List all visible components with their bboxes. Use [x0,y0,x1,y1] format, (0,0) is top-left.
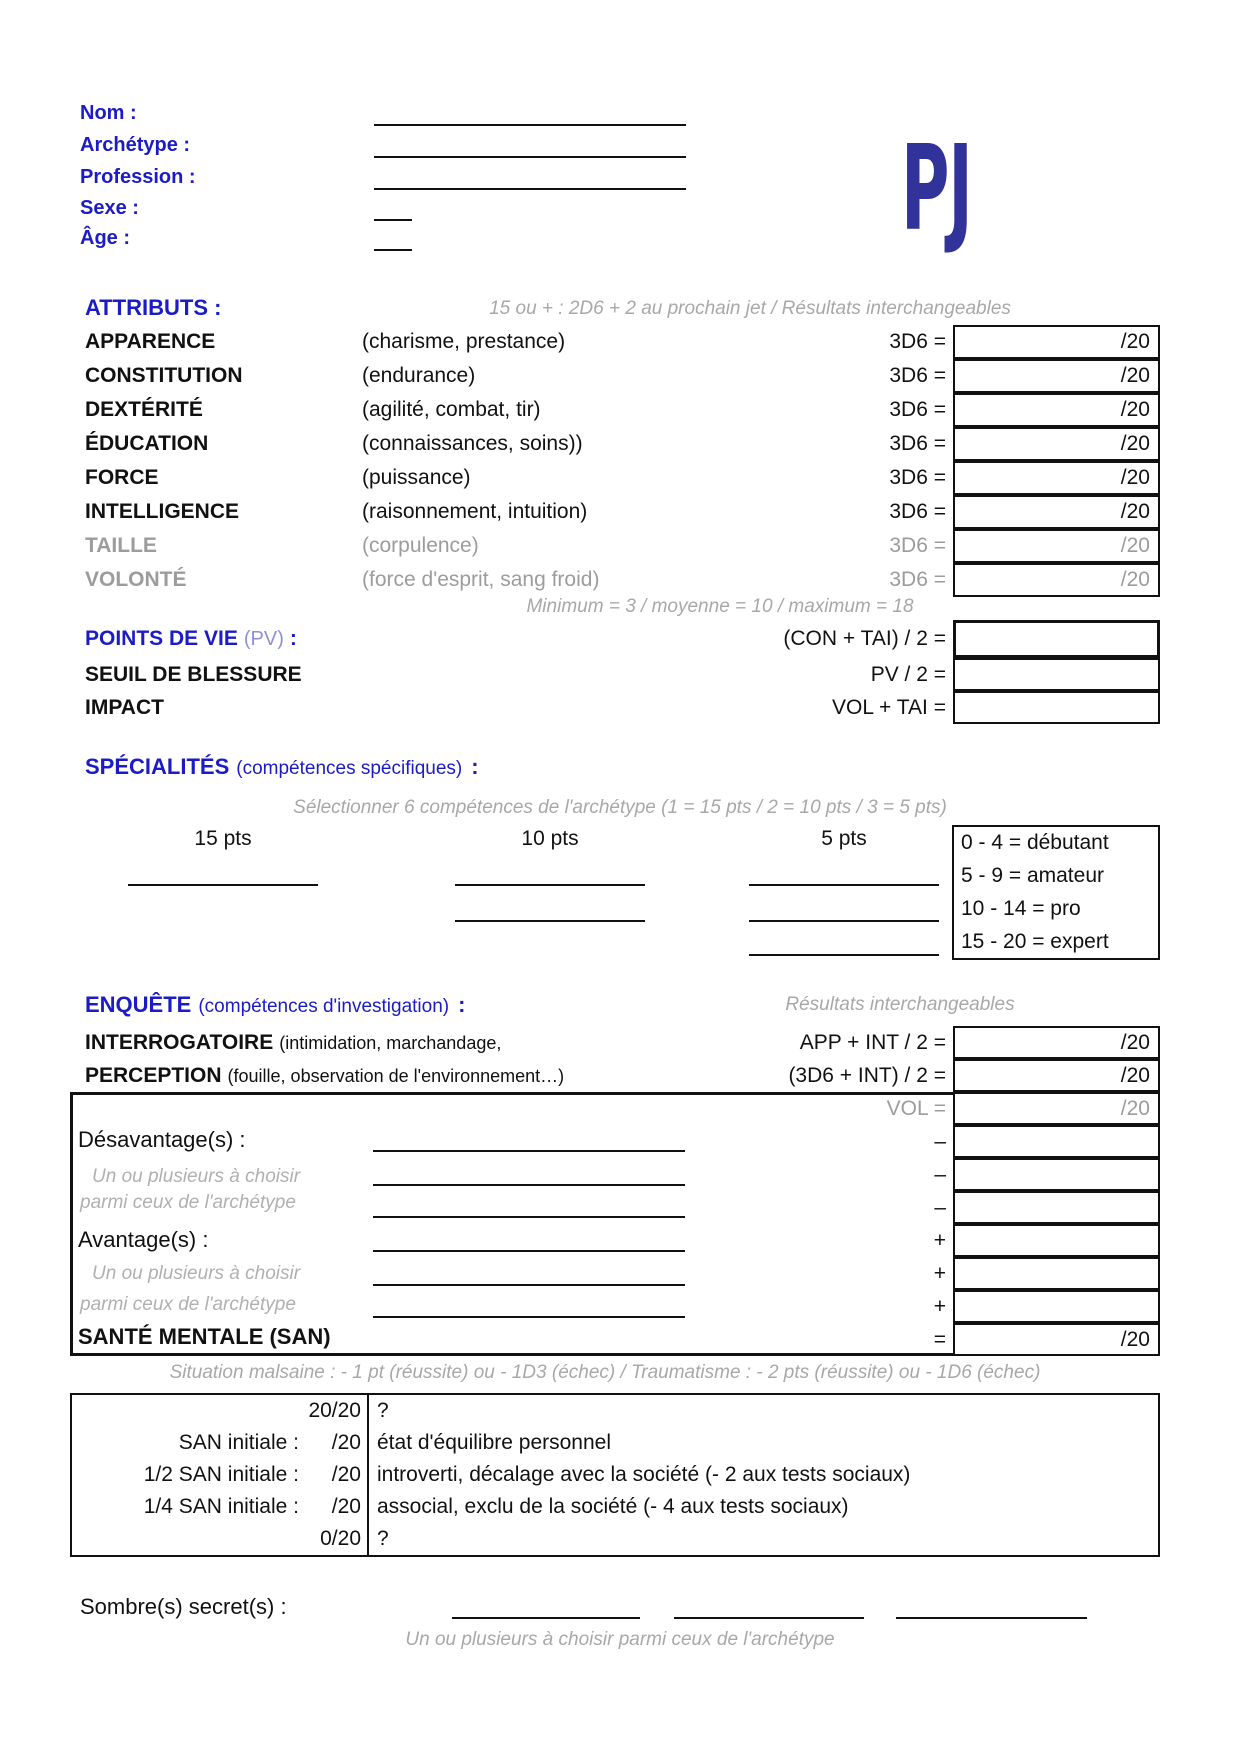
specialties-heading [85,754,479,780]
specialty-line[interactable] [749,954,939,956]
score-denominator: /20 [1120,466,1150,489]
plus-sign: + [933,1261,946,1285]
sante-mentale-label: SANTÉ MENTALE (SAN) [78,1324,331,1349]
score-denominator: /20 [1120,534,1150,557]
desavantage-line[interactable] [373,1184,685,1186]
desavantages-hint-1: Un ou plusieurs à choisir [92,1166,301,1187]
score-denominator: /20 [1120,1030,1150,1054]
impact-formula: VOL + TAI = [831,695,946,719]
san-table-row [72,1491,1158,1523]
modifier-box[interactable] [953,1125,1160,1158]
attribute-score-box[interactable] [953,325,1160,359]
attribute-formula: 3D6 = [889,500,946,523]
pv-label [85,627,723,651]
impact-row [85,691,1160,724]
legend-row: 0 - 4 = débutant [961,831,1109,855]
desavantages-label: Désavantage(s) : [78,1127,246,1152]
investigation-heading-colon: : [458,992,466,1017]
specialty-line[interactable] [128,884,318,886]
score-denominator: /20 [1120,330,1150,353]
sombre-secrets-label: Sombre(s) secret(s) : [80,1594,287,1619]
interrogatoire-score-box[interactable] [953,1026,1160,1059]
secret-line[interactable] [896,1617,1087,1619]
specialty-line[interactable] [749,920,939,922]
age-label: Âge : [80,227,130,249]
pv-formula: (CON + TAI) / 2 = [783,627,946,650]
attribute-formula: 3D6 = [889,398,946,421]
secrets-note: Un ou plusieurs à choisir parmi ceux de l'archétype [405,1629,835,1650]
attribute-name: VOLONTÉ [85,568,187,591]
specialty-line[interactable] [455,884,645,886]
attribute-row [85,461,1160,495]
san-threshold-cell [72,1427,369,1459]
vol-formula: VOL = [886,1096,946,1120]
secret-line[interactable] [674,1617,864,1619]
attribute-desc: (charisme, prestance) [362,330,566,353]
attributes-note: 15 ou + : 2D6 + 2 au prochain jet / Résultats interchangeables [489,298,1011,319]
score-denominator: /20 [1120,432,1150,455]
san-threshold-cell [72,1523,369,1555]
attribute-name: FORCE [85,466,159,489]
interrogatoire-label [85,1031,723,1055]
specialties-heading-paren: (compétences spécifiques) [236,758,463,779]
attribute-name: ÉDUCATION [85,432,209,455]
interrogatoire-row [85,1026,1160,1059]
pv-label-colon: : [289,627,297,650]
secret-line[interactable] [452,1617,640,1619]
interrogatoire-desc: (intimidation, marchandage, [279,1032,502,1053]
investigation-heading-paren: (compétences d'investigation) [198,996,450,1017]
sexe-line[interactable] [374,219,412,221]
profession-line[interactable] [374,188,686,190]
avantages-hint-2: parmi ceux de l'archétype [80,1294,296,1315]
attribute-desc: (agilité, combat, tir) [362,398,541,421]
pv-row [85,620,1160,658]
age-line[interactable] [374,249,412,251]
desavantages-hint-2: parmi ceux de l'archétype [80,1192,296,1213]
attribute-score-box[interactable] [953,495,1160,529]
seuil-box[interactable] [953,658,1160,691]
attribute-formula: 3D6 = [889,466,946,489]
san-state-desc: introverti, décalage avec la société (- 2 aux tests sociaux) [377,1463,911,1486]
nom-label: Nom : [80,102,137,124]
specialty-line[interactable] [749,884,939,886]
pv-label-main: POINTS DE VIE [85,627,238,650]
modifier-box[interactable] [953,1191,1160,1224]
score-denominator: /20 [1120,568,1150,591]
vol-row [85,1092,1160,1125]
san-threshold-label: SAN initiale : [178,1431,299,1454]
equals-sign: = [933,1327,946,1351]
attribute-desc: (puissance) [362,466,471,489]
specialty-line[interactable] [455,920,645,922]
attribute-row [85,529,1160,563]
san-threshold-value[interactable]: 0/20 [320,1527,361,1550]
attribute-score-box[interactable] [953,427,1160,461]
pj-logo: PJ [901,119,972,257]
impact-box[interactable] [953,691,1160,724]
score-denominator: /20 [1120,364,1150,387]
column-header-5pts: 5 pts [821,827,867,850]
plus-sign: + [933,1294,946,1318]
attributes-footnote: Minimum = 3 / moyenne = 10 / maximum = 18 [526,596,914,617]
specialties-note: Sélectionner 6 compétences de l'archétype (1 = 15 pts / 2 = 10 pts / 3 = 5 pts) [293,797,947,818]
attribute-desc: (endurance) [362,364,476,387]
san-threshold-value[interactable]: 20/20 [308,1399,361,1422]
legend-row: 5 - 9 = amateur [961,864,1104,888]
score-denominator: /20 [1120,1327,1150,1351]
modifier-box[interactable] [953,1290,1160,1323]
attribute-name: APPARENCE [85,330,216,353]
perception-score-box[interactable] [953,1059,1160,1092]
perception-formula: (3D6 + INT) / 2 = [788,1063,946,1087]
plus-sign: + [933,1228,946,1252]
pv-box[interactable] [953,620,1160,658]
perception-label [85,1064,723,1088]
attribute-name: TAILLE [85,534,157,557]
specialties-heading-colon: : [471,754,479,779]
avantage-line[interactable] [373,1316,685,1318]
attribute-desc: (force d'esprit, sang froid) [362,568,600,591]
score-denominator: /20 [1120,500,1150,523]
investigation-heading-main: ENQUÊTE [85,992,192,1017]
score-denominator: /20 [1120,1063,1150,1087]
san-threshold-cell [72,1459,369,1491]
avantages-hint-1: Un ou plusieurs à choisir [92,1263,301,1284]
investigation-heading [85,992,465,1018]
minus-sign: – [934,1129,946,1153]
attributes-heading: ATTRIBUTS : [85,295,222,320]
attribute-row [85,325,1160,359]
san-table-row [72,1523,1158,1555]
modifier-row [85,1125,1160,1158]
interrogatoire-name: INTERROGATOIRE [85,1030,274,1054]
column-header-15pts: 15 pts [194,827,252,850]
attribute-formula: 3D6 = [889,330,946,353]
attribute-desc: (raisonnement, intuition) [362,500,588,523]
archetype-label: Archétype : [80,134,191,156]
seuil-label: SEUIL DE BLESSURE [85,662,302,686]
investigation-note: Résultats interchangeables [785,994,1015,1015]
attribute-row [85,427,1160,461]
attribute-name: DEXTÉRITÉ [85,398,203,421]
interrogatoire-formula: APP + INT / 2 = [799,1030,946,1054]
pv-label-paren: (PV) [243,628,284,650]
score-denominator: /20 [1120,1096,1150,1120]
sanity-footnote: Situation malsaine : - 1 pt (réussite) ou - 1D3 (échec) / Traumatisme : - 2 pts (réussite) ou - 1D6 (échec) [169,1362,1041,1383]
nom-line[interactable] [374,124,686,126]
profession-label: Profession : [80,166,196,188]
san-threshold-label: 1/4 SAN initiale : [143,1495,299,1518]
attribute-name: INTELLIGENCE [85,500,240,523]
san-table-row [72,1395,1158,1427]
san-state-desc: état d'équilibre personnel [377,1431,612,1454]
desavantage-line[interactable] [373,1150,685,1152]
archetype-line[interactable] [374,156,686,158]
attribute-row [85,359,1160,393]
attribute-row [85,563,1160,597]
avantages-label: Avantage(s) : [78,1227,209,1252]
legend-row: 15 - 20 = expert [961,929,1109,953]
attribute-score-box[interactable] [953,529,1160,563]
attribute-formula: 3D6 = [889,568,946,591]
perception-desc: (fouille, observation de l'environnement…) [227,1065,565,1086]
desavantage-line[interactable] [373,1216,685,1218]
modifier-row [85,1224,1160,1257]
san-table-row [72,1459,1158,1491]
san-table-row [72,1427,1158,1459]
attribute-formula: 3D6 = [889,534,946,557]
san-threshold-cell [72,1395,369,1427]
modifier-box[interactable] [953,1158,1160,1191]
attribute-row [85,393,1160,427]
perception-name: PERCEPTION [85,1063,222,1087]
avantage-line[interactable] [373,1250,685,1252]
attribute-score-box[interactable] [953,359,1160,393]
san-threshold-cell [72,1491,369,1523]
perception-row [85,1059,1160,1092]
san-threshold-value[interactable]: /20 [331,1463,361,1486]
san-state-desc: ? [377,1399,389,1422]
san-states-table [70,1393,1160,1557]
san-total-box[interactable] [953,1323,1160,1356]
attribute-formula: 3D6 = [889,432,946,455]
column-header-10pts: 10 pts [521,827,579,850]
score-denominator: /20 [1120,398,1150,421]
attribute-score-box[interactable] [953,393,1160,427]
modifier-box[interactable] [953,1224,1160,1257]
sexe-label: Sexe : [80,197,139,219]
san-threshold-value[interactable]: /20 [331,1431,361,1454]
legend-row: 10 - 14 = pro [961,896,1081,920]
attribute-score-box[interactable] [953,563,1160,597]
san-state-desc: associal, exclu de la société (- 4 aux tests sociaux) [377,1495,849,1518]
minus-sign: – [934,1195,946,1219]
san-state-desc: ? [377,1527,389,1550]
attribute-formula: 3D6 = [889,364,946,387]
seuil-row [85,658,1160,691]
vol-score-box[interactable] [953,1092,1160,1125]
skill-level-legend-box [952,825,1160,960]
seuil-formula: PV / 2 = [870,662,946,686]
attribute-score-box[interactable] [953,461,1160,495]
attribute-name: CONSTITUTION [85,364,243,387]
impact-label: IMPACT [85,695,164,719]
minus-sign: – [934,1162,946,1186]
modifier-box[interactable] [953,1257,1160,1290]
san-threshold-label: 1/2 SAN initiale : [143,1463,299,1486]
attribute-row [85,495,1160,529]
attribute-desc: (connaissances, soins)) [362,432,583,455]
avantage-line[interactable] [373,1284,685,1286]
specialties-heading-main: SPÉCIALITÉS [85,754,230,779]
attribute-desc: (corpulence) [362,534,479,557]
san-threshold-value[interactable]: /20 [331,1495,361,1518]
